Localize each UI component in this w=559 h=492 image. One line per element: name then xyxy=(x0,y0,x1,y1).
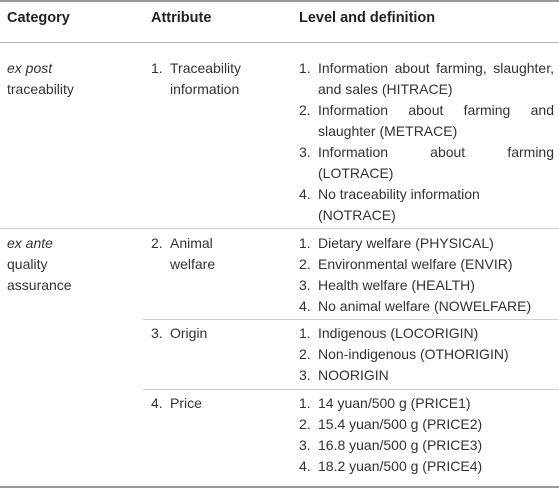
row-divider xyxy=(143,389,559,390)
attribute-cell xyxy=(151,393,281,414)
attribute-number: 1. xyxy=(151,60,163,76)
category-italic: ex post xyxy=(7,60,53,76)
level-number: 3. xyxy=(299,437,311,453)
attribute-label: Origin xyxy=(170,325,208,341)
attribute-cell xyxy=(151,58,281,100)
level-number: 1. xyxy=(299,60,311,76)
attribute-number: 3. xyxy=(151,325,163,341)
level-item xyxy=(299,296,554,317)
attribute-label: Animal welfare xyxy=(170,235,216,272)
level-item xyxy=(299,323,554,344)
level-list xyxy=(299,323,554,386)
header-attribute: Attribute xyxy=(151,10,212,26)
attribute-number: 4. xyxy=(151,395,163,411)
category-text: quality assurance xyxy=(7,256,72,293)
level-text: Indigenous (LOCORIGIN) xyxy=(318,325,479,341)
table-header-rule xyxy=(0,42,559,43)
attribute-item xyxy=(151,58,281,100)
level-item xyxy=(299,184,554,226)
category-cell xyxy=(7,58,137,100)
level-text: Environmental welfare (ENVIR) xyxy=(318,256,513,272)
level-item xyxy=(299,344,554,365)
level-text: No traceability information (NOTRACE) xyxy=(318,186,480,223)
level-text: 16.8 yuan/500 g (PRICE3) xyxy=(318,437,483,453)
level-item xyxy=(299,100,554,142)
attribute-item xyxy=(151,393,281,414)
level-text: NOORIGIN xyxy=(318,367,389,383)
category-italic: ex ante xyxy=(7,235,53,251)
category-cell xyxy=(7,233,137,296)
level-text: 15.4 yuan/500 g (PRICE2) xyxy=(318,416,483,432)
level-list xyxy=(299,393,554,477)
level-number: 4. xyxy=(299,458,311,474)
row-divider xyxy=(143,319,559,320)
level-text: Health welfare (HEALTH) xyxy=(318,277,475,293)
level-text: Information about farming, slaughter, and sales (HITRACE) xyxy=(318,60,554,97)
level-number: 1. xyxy=(299,395,311,411)
level-number: 2. xyxy=(299,256,311,272)
category-text: traceability xyxy=(7,81,74,97)
level-list xyxy=(299,58,554,226)
level-text: 14 yuan/500 g (PRICE1) xyxy=(318,395,471,411)
level-item xyxy=(299,456,554,477)
level-number: 2. xyxy=(299,346,311,362)
level-item xyxy=(299,414,554,435)
level-text: Dietary welfare (PHYSICAL) xyxy=(318,235,494,251)
attribute-cell xyxy=(151,233,261,275)
level-text: Information about farming (LOTRACE) xyxy=(318,144,554,181)
level-item xyxy=(299,275,554,296)
level-item xyxy=(299,365,554,386)
level-list xyxy=(299,233,554,317)
attribute-number: 2. xyxy=(151,235,163,251)
level-item xyxy=(299,58,554,100)
level-item xyxy=(299,435,554,456)
level-item xyxy=(299,254,554,275)
level-text: Information about farming and slaughter (METRACE) xyxy=(318,102,554,139)
level-number: 3. xyxy=(299,144,311,160)
level-text: Non-indigenous (OTHORIGIN) xyxy=(318,346,509,362)
level-number: 4. xyxy=(299,298,311,314)
level-number: 1. xyxy=(299,235,311,251)
attribute-item xyxy=(151,233,261,275)
level-item xyxy=(299,142,554,184)
level-text: No animal welfare (NOWELFARE) xyxy=(318,298,532,314)
attribute-item xyxy=(151,323,281,344)
header-category: Category xyxy=(7,10,70,26)
table-top-rule xyxy=(0,0,559,2)
table-bottom-rule xyxy=(0,486,559,488)
level-number: 3. xyxy=(299,277,311,293)
row-divider xyxy=(0,228,559,229)
attribute-label: Traceability information xyxy=(170,60,242,97)
level-item xyxy=(299,233,554,254)
level-item xyxy=(299,393,554,414)
attribute-label: Price xyxy=(170,395,202,411)
level-number: 2. xyxy=(299,416,311,432)
level-number: 4. xyxy=(299,186,311,202)
level-number: 2. xyxy=(299,102,311,118)
level-number: 1. xyxy=(299,325,311,341)
level-number: 3. xyxy=(299,367,311,383)
attribute-cell xyxy=(151,323,281,344)
header-level: Level and definition xyxy=(299,10,436,26)
level-text: 18.2 yuan/500 g (PRICE4) xyxy=(318,458,483,474)
